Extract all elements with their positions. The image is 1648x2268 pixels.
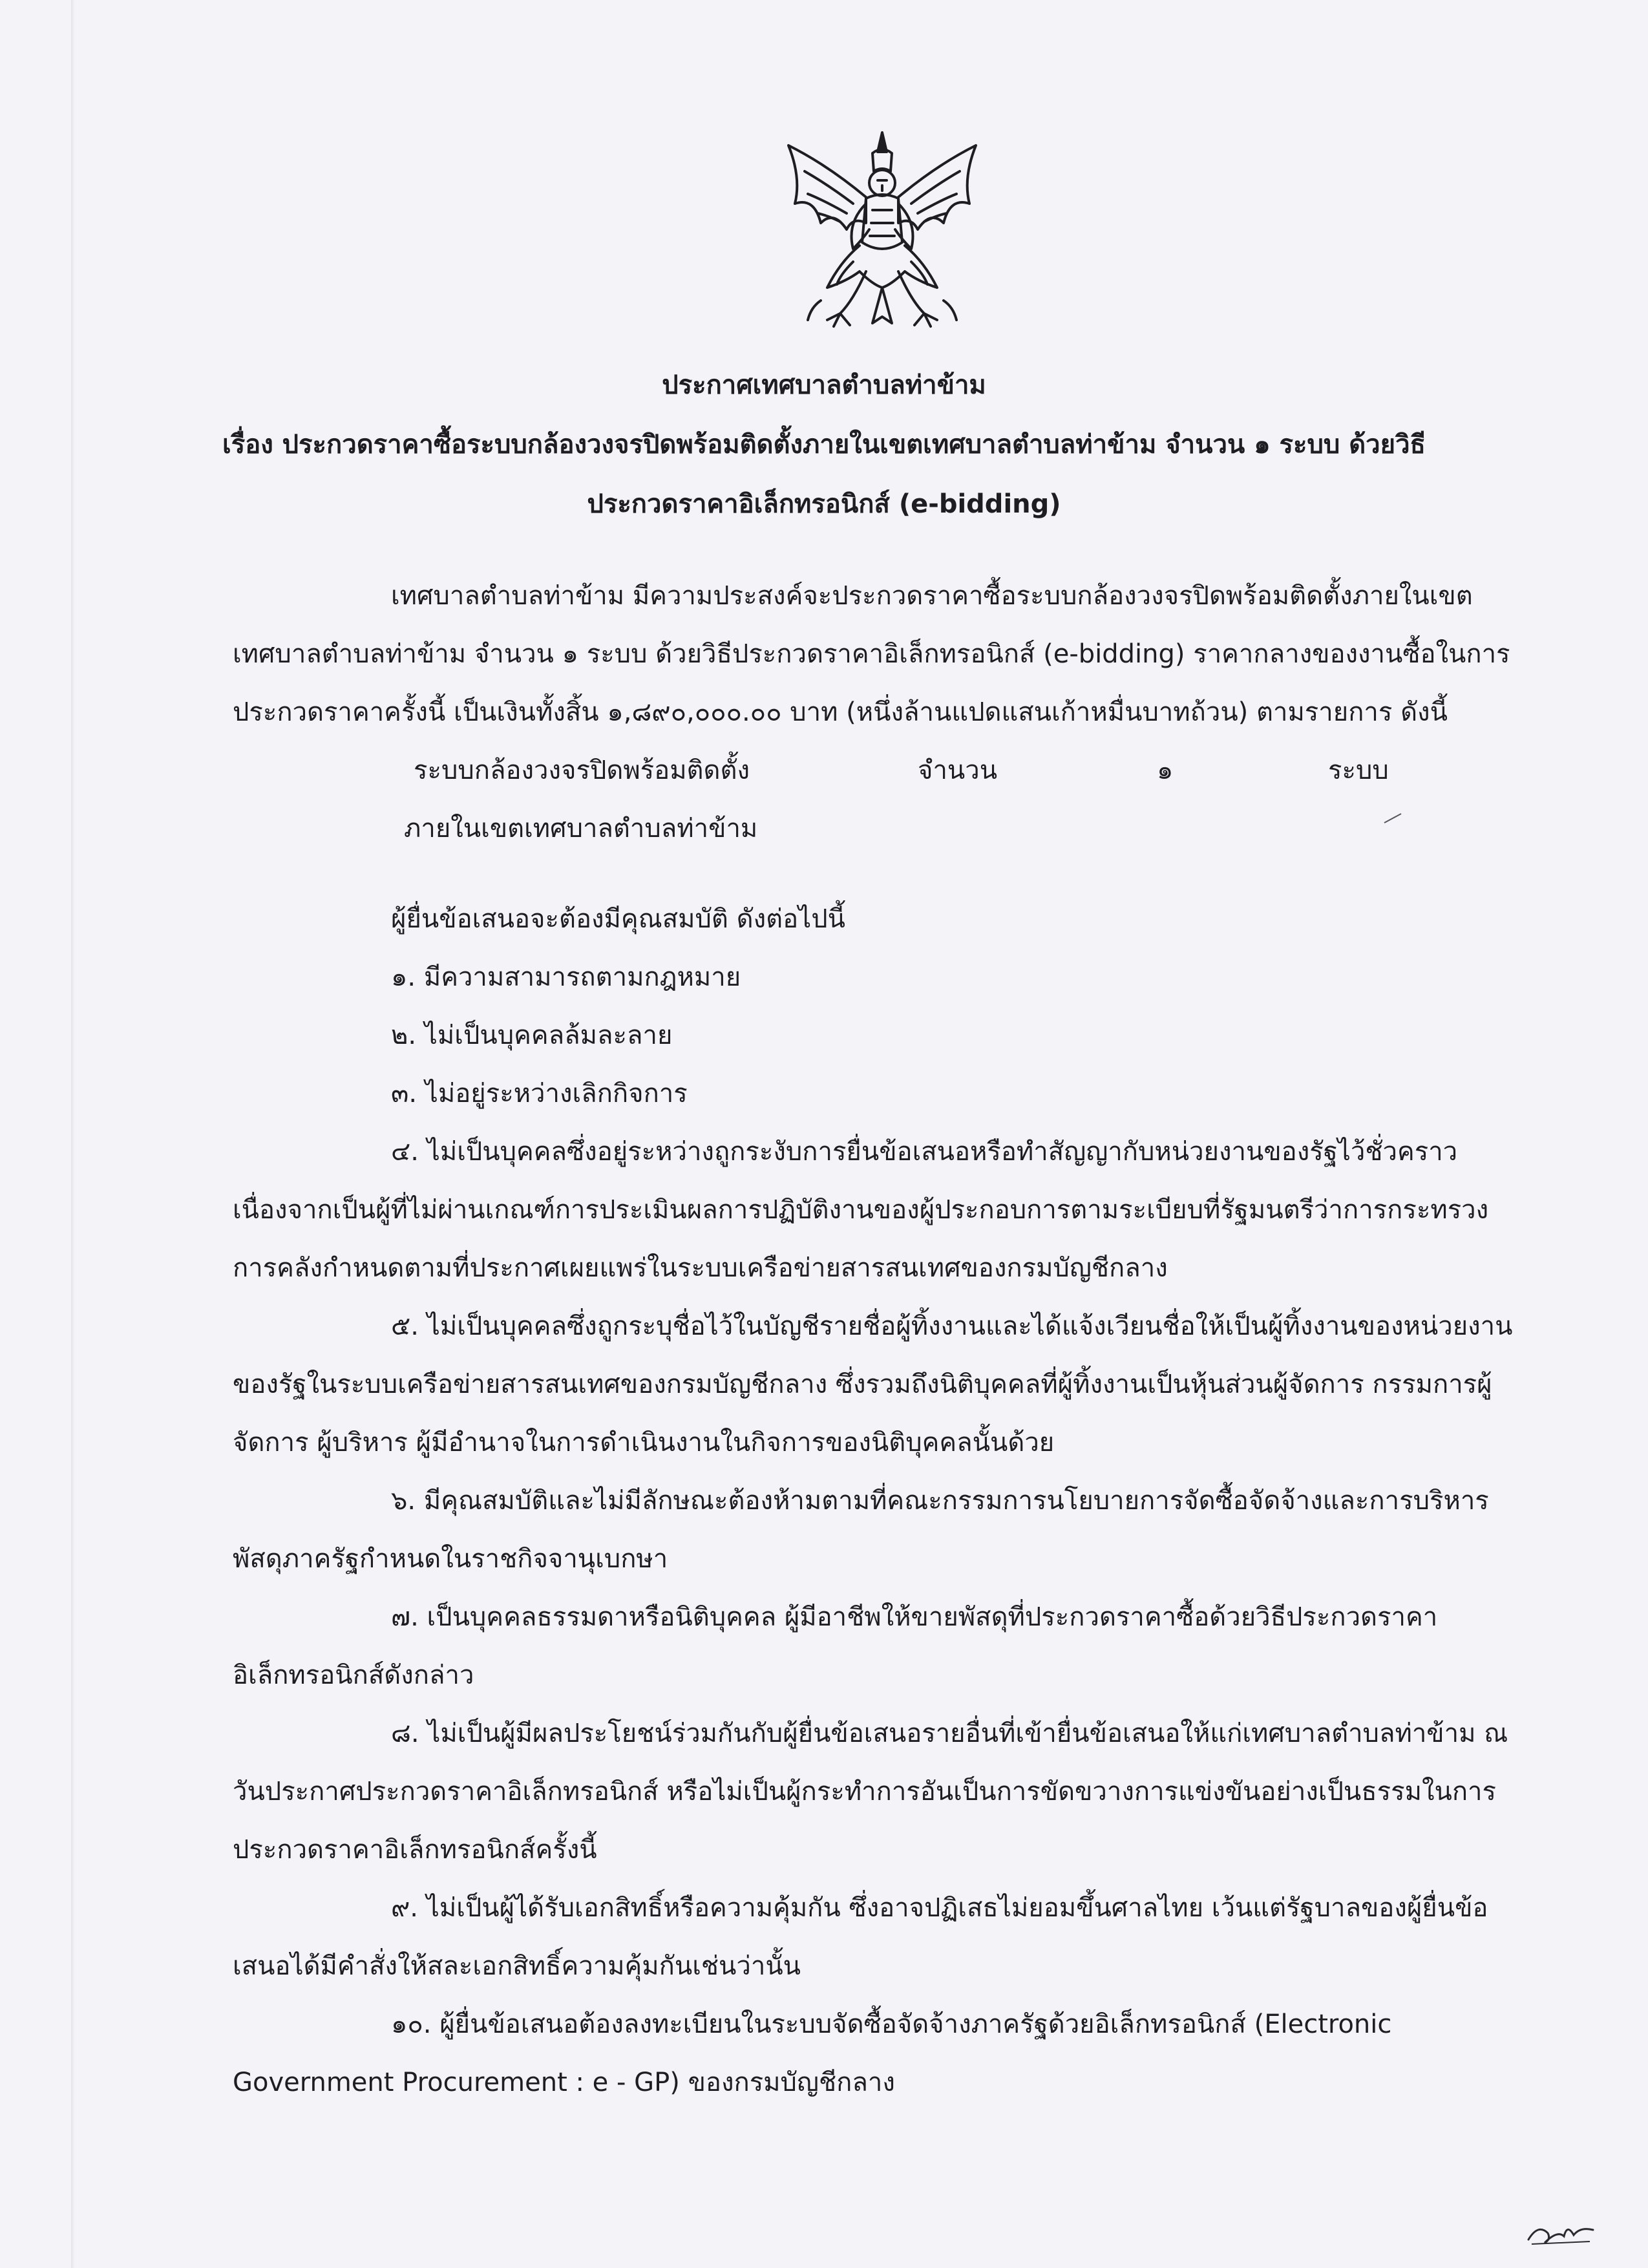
item-qty: ๑ — [1157, 756, 1174, 785]
item-unit: ระบบ — [1328, 756, 1389, 785]
qualification-9-line-2: เสนอได้มีคำสั่งให้สละเอกสิทธิ์ความคุ้มกันเช่นว่านั้น — [233, 1951, 801, 1981]
qualification-8-line-3: ประกวดราคาอิเล็กทรอนิกส์ครั้งนี้ — [233, 1835, 597, 1865]
qualification-10-line-1: ๑๐. ผู้ยื่นข้อเสนอต้องลงทะเบียนในระบบจัดซื้อจัดจ้างภาครัฐด้วยอิเล็กทรอนิกส์ (Electronic — [391, 2009, 1392, 2039]
qualification-4-line-1: ๔. ไม่เป็นบุคคลซึ่งอยู่ระหว่างถูกระงับการยื่นข้อเสนอหรือทำสัญญากับหน่วยงานของรัฐไว้ชั่วคราว — [391, 1137, 1458, 1167]
qualification-10-line-2: Government Procurement : e - GP) ของกรมบัญชีกลาง — [233, 2068, 895, 2097]
intro-line-3: ประกวดราคาครั้งนี้ เป็นเงินทั้งสิ้น ๑,๘๙๐,๐๐๐.๐๐ บาท (หนึ่งล้านแปดแสนเก้าหมื่นบาทถ้วน) ตามรายการ ดังนี้ — [233, 697, 1448, 727]
signature-mark — [1525, 2210, 1596, 2249]
subject-line-2: ประกวดราคาอิเล็กทรอนิกส์ (e-bidding) — [587, 489, 1061, 519]
qualification-8-line-1: ๘. ไม่เป็นผู้มีผลประโยชน์ร่วมกันกับผู้ยื่นข้อเสนอรายอื่นที่เข้ายื่นข้อเสนอให้แก่เทศบาลตำบลท่าข้าม ณ — [391, 1719, 1508, 1748]
qualification-8-line-2: วันประกาศประกวดราคาอิเล็กทรอนิกส์ หรือไม่เป็นผู้กระทำการอันเป็นการขัดขวางการแข่งขันอย่างเป็นธรรมในการ — [233, 1777, 1496, 1807]
qualification-5-line-2: ของรัฐในระบบเครือข่ายสารสนเทศของกรมบัญชีกลาง ซึ่งรวมถึงนิติบุคคลที่ผู้ทิ้งงานเป็นหุ้นส่วนผู้จัดการ กรรมการผู้ — [233, 1370, 1492, 1399]
qualification-5-line-3: จัดการ ผู้บริหาร ผู้มีอำนาจในการดำเนินงานในกิจการของนิติบุคคลนั้นด้วย — [233, 1428, 1055, 1457]
qualification-5-line-1: ๕. ไม่เป็นบุคคลซึ่งถูกระบุชื่อไว้ในบัญชีรายชื่อผู้ทิ้งงานและได้แจ้งเวียนชื่อให้เป็นผู้ทิ้งงานของหน่วยงาน — [391, 1311, 1513, 1341]
subject-line-1: เรื่อง ประกวดราคาซื้อระบบกล้องวงจรปิดพร้อมติดตั้งภายในเขตเทศบาลตำบลท่าข้าม จำนวน ๑ ระบบ ด้วยวิธี — [222, 430, 1426, 460]
qualification-4-line-3: การคลังกำหนดตามที่ประกาศเผยแพร่ในระบบเครือข่ายสารสนเทศของกรมบัญชีกลาง — [233, 1253, 1168, 1283]
issuer-title: ประกาศเทศบาลตำบลท่าข้าม — [662, 370, 986, 400]
qualification-6-line-2: พัสดุภาครัฐกำหนดในราชกิจจานุเบกษา — [233, 1544, 668, 1574]
qualification-9-line-1: ๙. ไม่เป็นผู้ได้รับเอกสิทธิ์หรือความคุ้มกัน ซึ่งอาจปฏิเสธไม่ยอมขึ้นศาลไทย เว้นแต่รัฐบาลของผู้ยื่นข้อ — [391, 1893, 1488, 1923]
garuda-emblem-icon — [776, 126, 989, 339]
qualification-3: ๓. ไม่อยู่ระหว่างเลิกกิจการ — [391, 1079, 688, 1108]
qualification-2: ๒. ไม่เป็นบุคคลล้มละลาย — [391, 1021, 673, 1050]
qualification-7-line-2: อิเล็กทรอนิกส์ดังกล่าว — [233, 1660, 474, 1690]
qualification-6-line-1: ๖. มีคุณสมบัติและไม่มีลักษณะต้องห้ามตามที่คณะกรรมการนโยบายการจัดซื้อจัดจ้างและการบริหาร — [391, 1486, 1489, 1516]
intro-line-2: เทศบาลตำบลท่าข้าม จำนวน ๑ ระบบ ด้วยวิธีประกวดราคาอิเล็กทรอนิกส์ (e-bidding) ราคากลางของงานซื้อในการ — [233, 639, 1510, 669]
scan-edge — [71, 0, 75, 2268]
qualification-7-line-1: ๗. เป็นบุคคลธรรมดาหรือนิติบุคคล ผู้มีอาชีพให้ขายพัสดุที่ประกวดราคาซื้อด้วยวิธีประกวดราคา — [391, 1602, 1438, 1632]
item-name-line-2: ภายในเขตเทศบาลตำบลท่าข้าม — [404, 814, 758, 843]
qualification-1: ๑. มีความสามารถตามกฎหมาย — [391, 962, 741, 992]
intro-line-1: เทศบาลตำบลท่าข้าม มีความประสงค์จะประกวดราคาซื้อระบบกล้องวงจรปิดพร้อมติดตั้งภายในเขต — [391, 581, 1473, 611]
qualification-4-line-2: เนื่องจากเป็นผู้ที่ไม่ผ่านเกณฑ์การประเมินผลการปฏิบัติงานของผู้ประกอบการตามระเบียบที่รัฐมนตรีว่าการกระทรวง — [233, 1195, 1489, 1225]
pen-mark — [1383, 811, 1402, 824]
item-qty-label: จำนวน — [918, 756, 998, 785]
item-name-line-1: ระบบกล้องวงจรปิดพร้อมติดตั้ง — [414, 756, 750, 785]
qualifications-intro: ผู้ยื่นข้อเสนอจะต้องมีคุณสมบัติ ดังต่อไปนี้ — [391, 904, 845, 934]
